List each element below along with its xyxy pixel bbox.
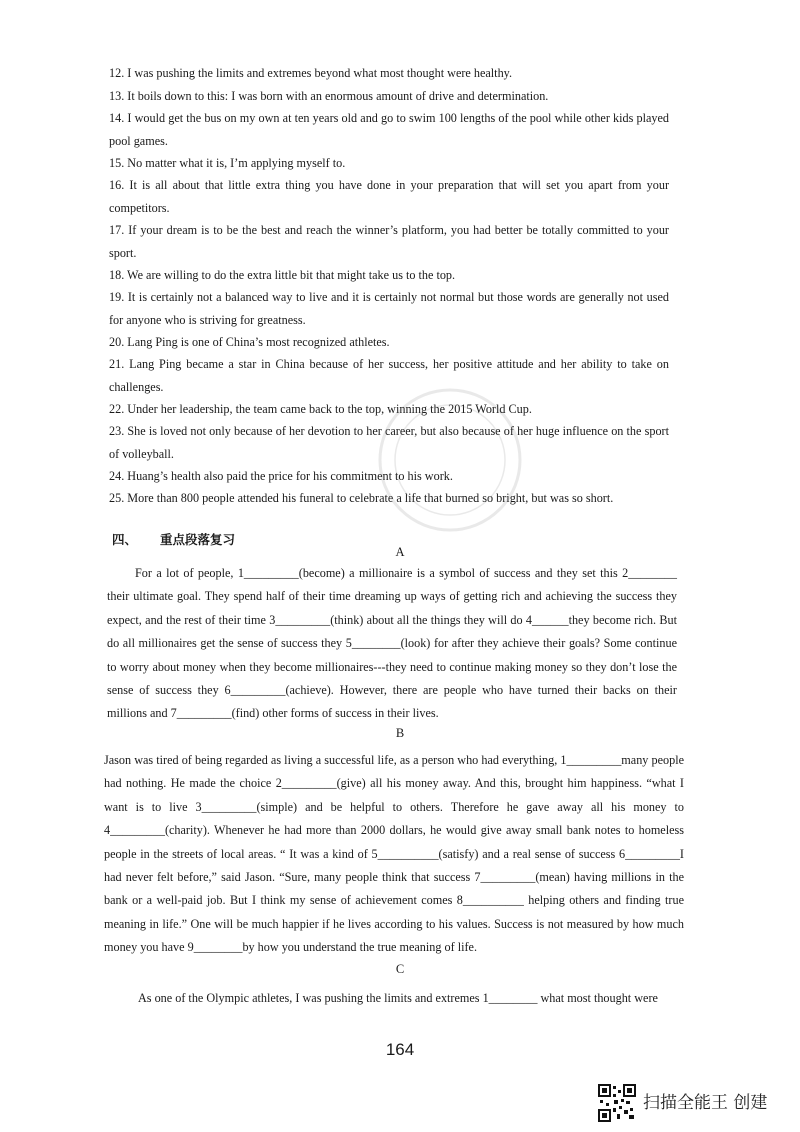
page-number: 164: [385, 1040, 415, 1059]
sentence-25: 25. More than 800 people attended his funeral to celebrate a life that burned so bright, but was so short.: [109, 491, 614, 505]
passage-b-text: Jason was tired of being regarded as living a successful life, as a person who had everything, 1_________many people had nothing. He made the choice 2_________(give) all his money away. And this, brought him happiness. “what I want is to live 3_________(simple) and be helpful to others. Therefore he gave away all his money to 4_________(charity). Whenever he had more than 2000 dollars, he would give away small bank notes to homeless people in the streets of local areas. “ It was a kind of 5__________(satisfy) and a real sense of success 6_________I had never felt before,” said Jason. “Sure, many people think that success 7_________(mean) having millions in the bank or a well-paid job. But I think my sense of achievement comes 8__________ helping others and finding true meaning in life.” One will be much happier if he lives according to his values. Success is not measured by how much money you have 9________by how you understand the true meaning of life.: [104, 753, 684, 955]
section-number: 四、: [112, 533, 138, 547]
sentence-14: 14. I would get the bus on my own at ten years old and go to swim 100 lengths of the pool while other kids played pool games.: [109, 111, 669, 148]
qr-code-icon: [598, 1084, 636, 1122]
sentence-16: 16. It is all about that little extra thing you have done in your preparation that will set you apart from your competitors.: [109, 178, 669, 215]
sentence-24: 24. Huang’s health also paid the price for his commitment to his work.: [109, 469, 453, 483]
sentence-17: 17. If your dream is to be the best and reach the winner’s platform, you had better be totally committed to your sport.: [109, 223, 669, 260]
sentence-23: 23. She is loved not only because of her devotion to her career, but also because of her huge influence on the sport of volleyball.: [109, 424, 669, 461]
section-title: 重点段落复习: [160, 533, 236, 547]
sentence-15: 15. No matter what it is, I’m applying myself to.: [109, 156, 346, 170]
passage-a-label: A: [395, 545, 405, 559]
passage-a-text: For a lot of people, 1_________(become) a millionaire is a symbol of success and they set this 2________ their ultimate goal. They spend half of their time dreaming up ways of getting rich and achieving the success they expect, and the rest of their time 3_________(think) about all the things they will do 4______they become rich. But do all millionaires get the sense of success they 5________(look) for after they achieve their goals? Some continue to worry about money when they become millionaires---they need to continue making money so they don’t lose the sense of success they 6_________(achieve). However, there are people who have turned their backs on their millions and 7_________(find) other forms of success in their lives.: [107, 566, 677, 721]
sentence-21: 21. Lang Ping became a star in China because of her success, her positive attitude and her ability to take on challenges.: [109, 357, 669, 394]
scanner-brand-text: 扫描全能王 创建: [643, 1093, 768, 1113]
sentence-20: 20. Lang Ping is one of China’s most recognized athletes.: [109, 335, 390, 349]
passage-b-label: B: [395, 726, 405, 740]
sentence-19: 19. It is certainly not a balanced way to live and it is certainly not normal but those words are generally not used for anyone who is striving for greatness.: [109, 290, 669, 327]
watermark-stamp-icon: [370, 380, 530, 540]
sentence-22: 22. Under her leadership, the team came back to the top, winning the 2015 World Cup.: [109, 402, 532, 416]
sentence-18: 18. We are willing to do the extra little bit that might take us to the top.: [109, 268, 456, 282]
sentence-13: 13. It boils down to this: I was born with an enormous amount of drive and determination.: [109, 89, 549, 103]
passage-c-text: As one of the Olympic athletes, I was pushing the limits and extremes 1________ what most thought were: [138, 991, 658, 1005]
sentence-12: 12. I was pushing the limits and extremes beyond what most thought were healthy.: [109, 66, 513, 80]
passage-c-label: C: [395, 962, 405, 976]
